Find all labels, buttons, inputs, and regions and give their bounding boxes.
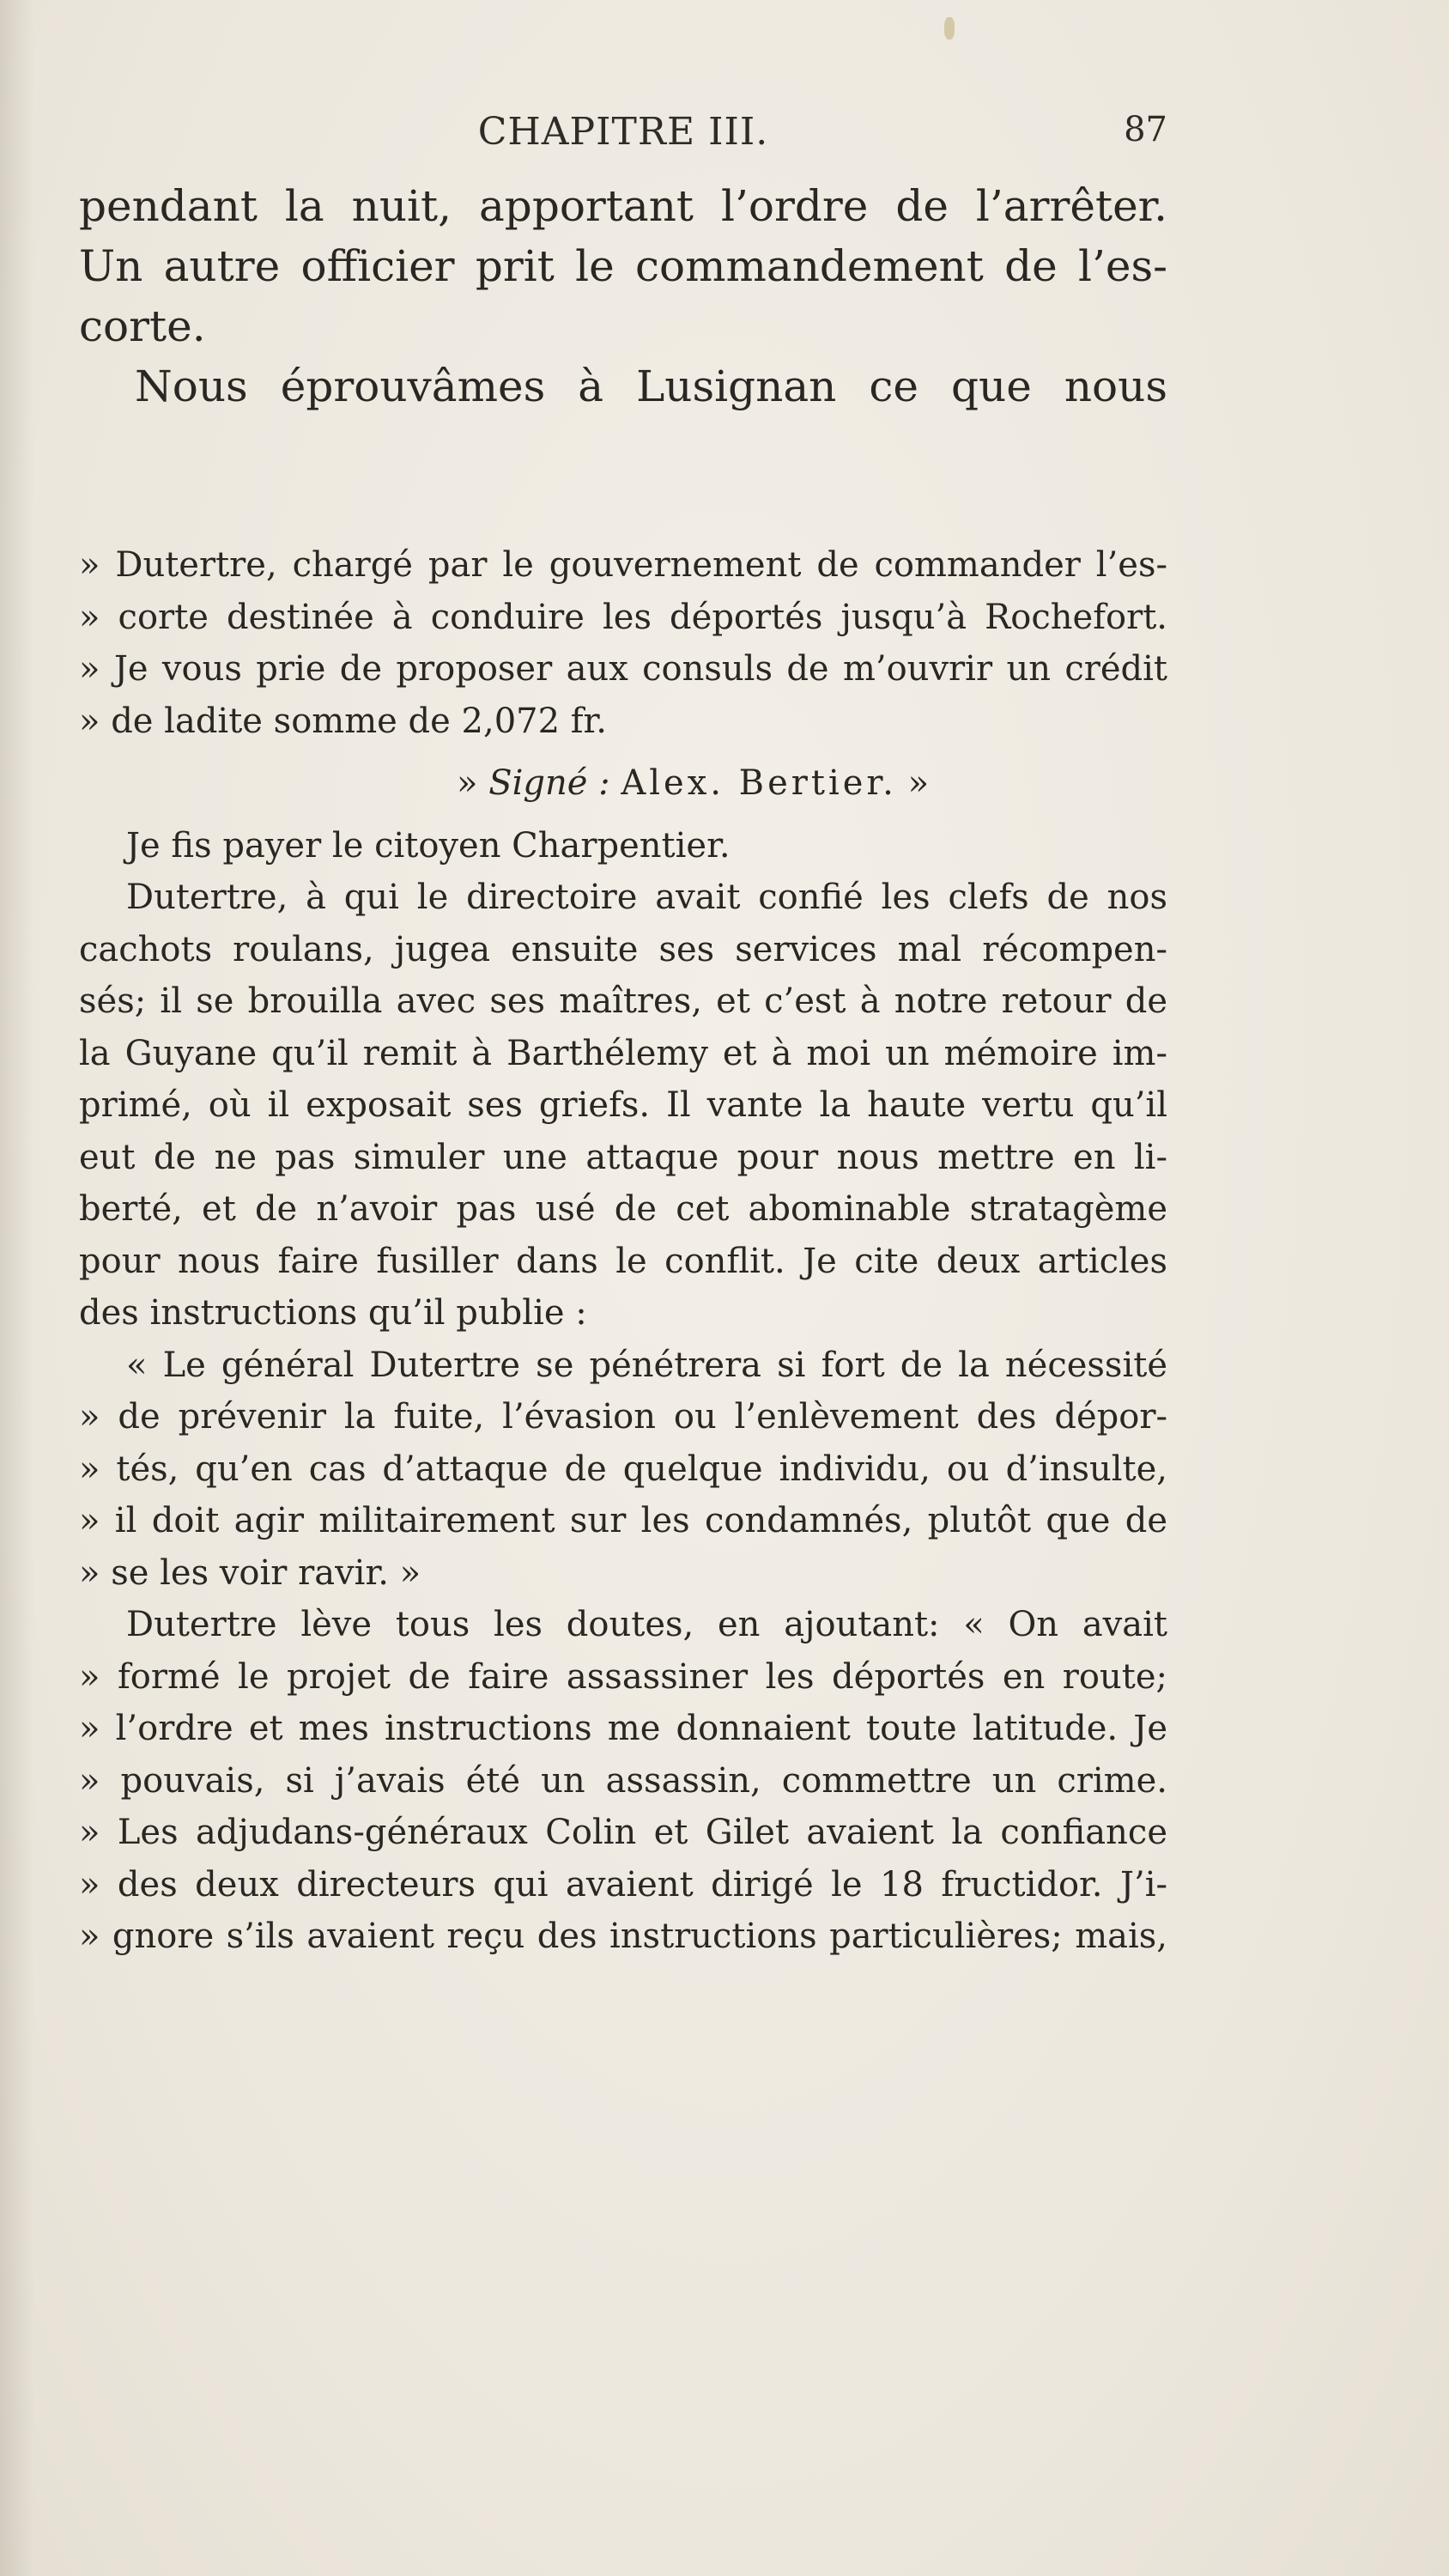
body-line: » des deux directeurs qui avaient dirigé le 18 fructidor. J’i-: [79, 1864, 1167, 1905]
signature-prefix: »: [457, 763, 489, 803]
body-line: » tés, qu’en cas d’attaque de quelque individu, ou d’insulte,: [79, 1449, 1167, 1489]
body-line: » se les voir ravir. »: [79, 1552, 421, 1593]
body-line: » l’ordre et mes instructions me donnaient toute latitude. Je: [79, 1709, 1167, 1748]
quote-line: » corte destinée à conduire les déportés jusqu’à Rochefort.: [79, 597, 1167, 637]
main-text-block: [79, 176, 1167, 416]
body-line: » Les adjudans-généraux Colin et Gilet avaient la confiance: [79, 1813, 1167, 1852]
body-line: » pouvais, si j’avais été un assassin, commettre un crime.: [79, 1760, 1167, 1801]
body-line: Dutertre, à qui le directoire avait confié les clefs de nos: [126, 878, 1167, 917]
text-line: corte.: [79, 301, 206, 351]
body-line: la Guyane qu’il remit à Barthélemy et à moi un mémoire im-: [79, 1033, 1167, 1073]
body-line: berté, et de n’avoir pas usé de cet abominable stratagème: [79, 1189, 1167, 1229]
body-line: eut de ne pas simuler une attaque pour nous mettre en li-: [79, 1137, 1167, 1177]
spine-shadow: [0, 0, 34, 2576]
footnote-text-block: [79, 539, 1167, 1963]
body-line: » de prévenir la fuite, l’évasion ou l’enlèvement des dépor-: [79, 1397, 1167, 1437]
page-number: 87: [1124, 110, 1167, 149]
paper-stain: [944, 17, 955, 39]
signature-name: Alex. Bertier.: [621, 763, 897, 803]
page-header: [79, 110, 1167, 161]
quote-line: » de ladite somme de 2,072 fr.: [79, 701, 607, 741]
signature-line: [79, 757, 1167, 810]
body-line: pour nous faire fusiller dans le conflit. Je cite deux articles: [79, 1241, 1167, 1281]
body-line: sés; il se brouilla avec ses maîtres, et c’est à notre retour de: [79, 981, 1167, 1021]
body-line: » formé le projet de faire assassiner les déportés en route;: [79, 1656, 1167, 1697]
body-line: Je fis payer le citoyen Charpentier.: [126, 825, 731, 866]
text-line: Un autre officier prit le commandement de l’es-: [79, 241, 1167, 291]
quote-line: » Dutertre, chargé par le gouvernement de commander l’es-: [79, 545, 1167, 585]
running-head: CHAPITRE III.: [477, 110, 769, 154]
quote-line: » Je vous prie de proposer aux consuls de m’ouvrir un crédit: [79, 649, 1167, 689]
body-line: cachots roulans, jugea ensuite ses services mal récompen-: [79, 929, 1167, 969]
body-line: des instructions qu’il publie :: [79, 1293, 587, 1333]
body-line: » gnore s’ils avaient reçu des instructions particulières; mais,: [79, 1917, 1167, 1956]
signature-signed: Signé :: [488, 763, 610, 803]
text-line: pendant la nuit, apportant l’ordre de l’arrêter.: [79, 181, 1167, 231]
body-line: Dutertre lève tous les doutes, en ajoutant: « On avait: [126, 1605, 1167, 1644]
body-line: primé, où il exposait ses griefs. Il vante la haute vertu qu’il: [79, 1085, 1167, 1125]
text-line: Nous éprouvâmes à Lusignan ce que nous: [135, 361, 1167, 411]
body-line: » il doit agir militairement sur les condamnés, plutôt que de: [79, 1501, 1167, 1540]
body-line: « Le général Dutertre se pénétrera si fort de la nécessité: [126, 1345, 1167, 1385]
signature-suffix: »: [896, 763, 930, 803]
